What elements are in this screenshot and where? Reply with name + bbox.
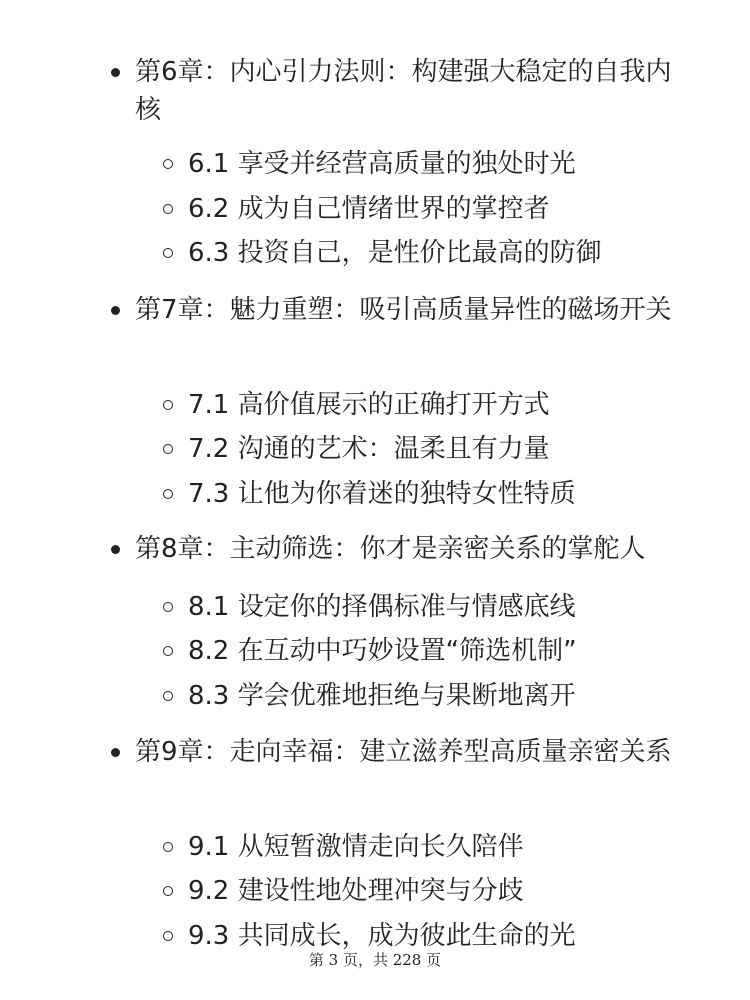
hollow-bullet-icon bbox=[163, 931, 173, 941]
section-item bbox=[188, 918, 708, 954]
hollow-bullet-icon bbox=[163, 204, 173, 214]
chapter-6-heading bbox=[135, 53, 675, 129]
section-label: 6.2 成为自己情绪世界的掌控者 bbox=[188, 194, 550, 224]
hollow-bullet-icon bbox=[163, 646, 173, 656]
hollow-bullet-icon bbox=[163, 602, 173, 612]
section-item bbox=[188, 431, 708, 467]
chapter-8-heading bbox=[135, 530, 675, 568]
hollow-bullet-icon bbox=[163, 400, 173, 410]
section-item bbox=[188, 146, 708, 182]
section-label: 7.1 高价值展示的正确打开方式 bbox=[188, 390, 550, 420]
section-label: 9.1 从短暂激情走向长久陪伴 bbox=[188, 832, 524, 862]
section-item bbox=[188, 387, 708, 423]
section-label: 7.2 沟通的艺术：温柔且有力量 bbox=[188, 434, 550, 464]
hollow-bullet-icon bbox=[163, 159, 173, 169]
hollow-bullet-icon bbox=[163, 691, 173, 701]
section-item bbox=[188, 633, 708, 669]
section-label: 8.2 在互动中巧妙设置“筛选机制” bbox=[188, 636, 577, 666]
section-item bbox=[188, 829, 708, 865]
section-label: 7.3 让他为你着迷的独特女性特质 bbox=[188, 479, 576, 509]
section-label: 9.3 共同成长，成为彼此生命的光 bbox=[188, 921, 576, 951]
page-number-footer: 第 3 页，共 228 页 bbox=[308, 951, 442, 969]
section-item bbox=[188, 678, 708, 714]
filled-bullet-icon bbox=[111, 545, 120, 554]
section-label: 8.3 学会优雅地拒绝与果断地离开 bbox=[188, 681, 576, 711]
chapter-title: 第9章：走向幸福：建立滋养型高质量亲密关系 bbox=[135, 737, 672, 767]
section-item bbox=[188, 476, 708, 512]
hollow-bullet-icon bbox=[163, 886, 173, 896]
section-item bbox=[188, 873, 708, 909]
chapter-title: 第8章：主动筛选：你才是亲密关系的掌舵人 bbox=[135, 534, 646, 564]
section-label: 6.1 享受并经营高质量的独处时光 bbox=[188, 149, 576, 179]
section-label: 6.3 投资自己，是性价比最高的防御 bbox=[188, 238, 602, 268]
hollow-bullet-icon bbox=[163, 842, 173, 852]
chapter-title: 第7章：魅力重塑：吸引高质量异性的磁场开关 bbox=[135, 295, 672, 325]
section-item bbox=[188, 235, 708, 271]
chapter-title: 第6章：内心引力法则：构建强大稳定的自我内核 bbox=[135, 57, 672, 125]
section-item bbox=[188, 589, 708, 625]
chapter-9-heading bbox=[135, 733, 675, 771]
section-label: 9.2 建设性地处理冲突与分歧 bbox=[188, 876, 524, 906]
chapter-7-heading bbox=[135, 291, 675, 329]
section-label: 8.1 设定你的择偶标准与情感底线 bbox=[188, 592, 576, 622]
filled-bullet-icon bbox=[111, 748, 120, 757]
hollow-bullet-icon bbox=[163, 489, 173, 499]
filled-bullet-icon bbox=[111, 68, 120, 77]
section-item bbox=[188, 191, 708, 227]
hollow-bullet-icon bbox=[163, 444, 173, 454]
hollow-bullet-icon bbox=[163, 248, 173, 258]
filled-bullet-icon bbox=[111, 306, 120, 315]
